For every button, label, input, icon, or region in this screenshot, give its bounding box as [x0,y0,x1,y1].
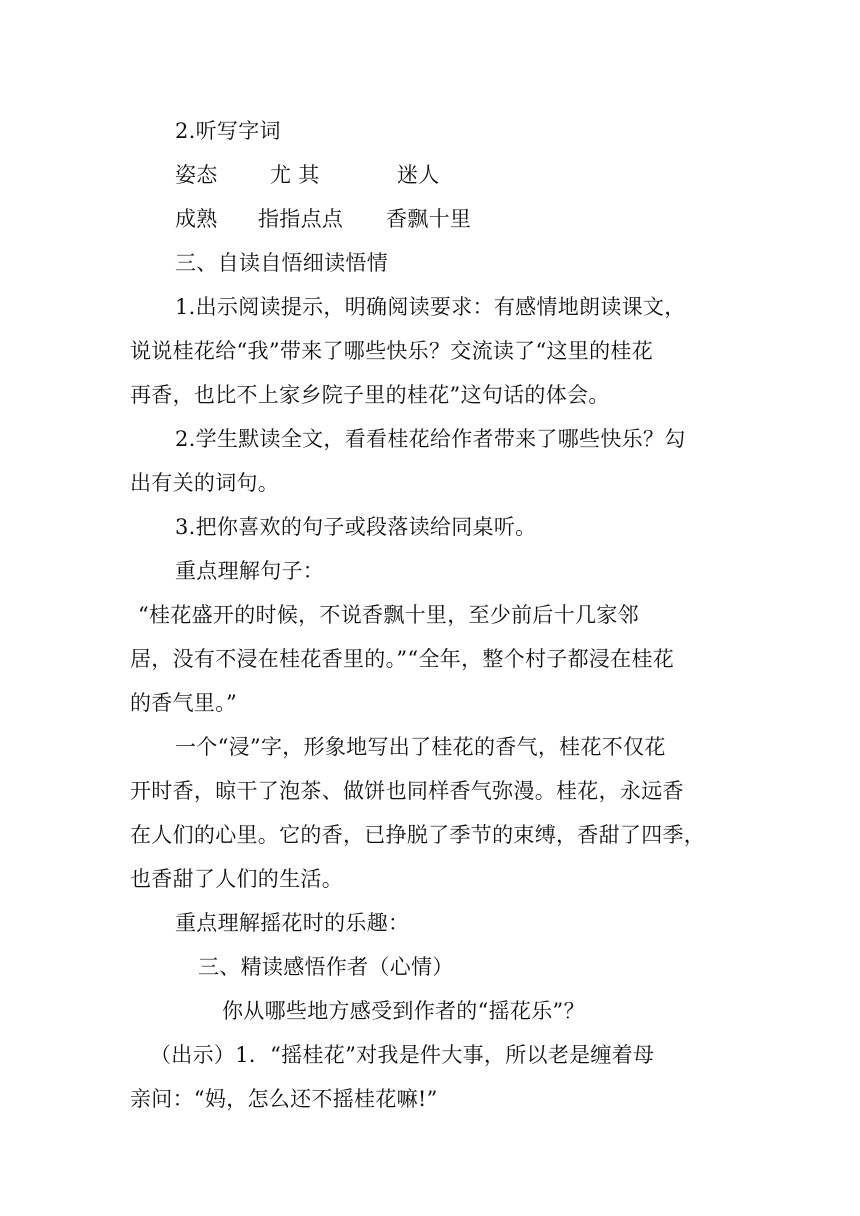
paragraph-line: 2.学生默读全文，看看桂花给作者带来了哪些快乐？勾 [175,427,686,451]
question-line: 你从哪些地方感受到作者的“摇花乐”？ [222,999,585,1023]
vocab-word: 尤 其 [270,163,320,187]
vocab-row-1 [175,162,775,188]
paragraph-line: 3.把你喜欢的句子或段落读给同桌听。 [175,515,537,539]
subheading: 重点理解句子： [175,559,325,583]
paragraph-line: 亲问：“妈，怎么还不摇桂花嘛!” [130,1087,438,1111]
paragraph-line: 在人们的心里。它的香，已挣脱了季节的束缚，香甜了四季， [130,823,706,847]
heading-dictation: 2.听写字词 [175,119,281,143]
paragraph-line: 也香甜了人们的生活。 [130,867,343,891]
section-heading: 三、精读感悟作者（心情） [198,955,454,979]
paragraph-line: （出示）1．“摇桂花”对我是件大事，所以老是缠着母 [150,1043,655,1067]
vocab-word: 成熟 [175,207,218,231]
vocab-word: 迷人 [397,163,440,187]
paragraph-line: 再香，也比不上家乡院子里的桂花”这句话的体会。 [130,383,610,407]
paragraph-line: 开时香，晾干了泡茶、做饼也同样香气弥漫。桂花，永远香 [130,779,684,803]
subheading: 重点理解摇花时的乐趣： [175,911,410,935]
vocab-word: 姿态 [175,163,218,187]
paragraph-line: 一个“浸”字，形象地写出了桂花的香气，桂花不仅花 [175,735,666,759]
vocab-word: 香飘十里 [386,207,472,231]
quote-line: 的香气里。” [130,691,238,715]
paragraph-line: 1.出示阅读提示，明确阅读要求：有感情地朗读课文， [175,295,686,319]
quote-line: 居，没有不浸在桂花香里的。”“全年，整个村子都浸在桂花 [130,647,675,671]
vocab-word: 指指点点 [258,207,344,231]
quote-line: “桂花盛开的时候，不说香飘十里，至少前后十几家邻 [138,603,639,627]
section-heading: 三、自读自悟细读悟情 [175,251,388,275]
paragraph-line: 说说桂花给“我”带来了哪些快乐？交流读了“这里的桂花 [130,339,654,363]
vocab-row-2 [175,206,775,232]
paragraph-line: 出有关的词句。 [130,471,280,495]
